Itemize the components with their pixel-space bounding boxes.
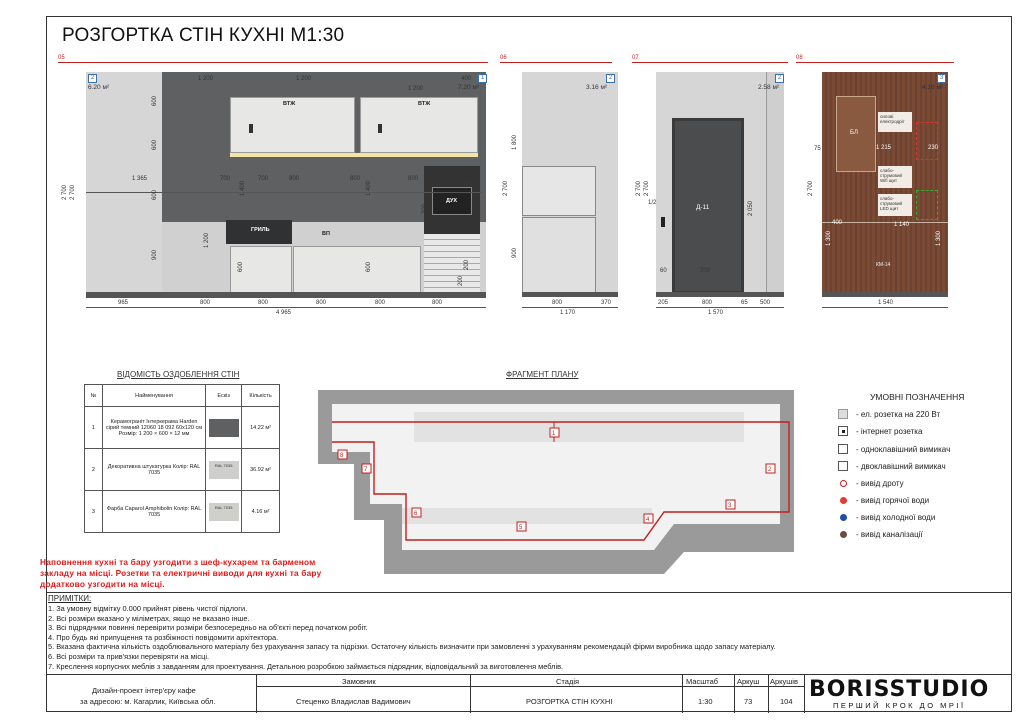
dim: 60 [660,268,667,274]
finish-table [84,384,280,533]
total-dim: 4 965 [276,310,292,316]
dim: 965 [118,300,129,306]
dim: 700 [700,268,711,274]
view-number: 06 [500,55,507,61]
dim: 1 800 [512,134,518,150]
legend-label: - інтернет розетка [856,426,923,436]
total-dim: 1 540 [878,300,894,306]
badge: 2 [775,74,784,83]
total-dim: 1 570 [708,310,724,316]
note: 6. Всі розміри та прив'язки перевіряти на місці. [48,651,210,661]
sheets-value: 104 [780,697,793,706]
single-switch-icon [838,444,848,454]
dim: 1 200 [408,86,424,92]
sheet-value: 73 [744,697,753,706]
hot-water-icon [838,495,848,505]
handle [661,217,665,227]
total-dim: 1 170 [560,310,576,316]
dim: 1 300 [936,230,942,246]
dim: 400 [461,76,472,82]
project-title: Дизайн-проект інтер'єру кафе [92,686,196,695]
dim: 200 [458,275,464,286]
customer-name: Стеценко Владислав Вадимович [296,697,411,706]
label-kmv: КМ-14 [876,262,891,268]
legend-item [838,510,935,524]
floor-line [656,292,784,297]
dim: 2 050 [748,200,754,216]
legend-label: - вивід дроту [856,478,904,488]
dim: 800 [408,176,419,182]
legend-label: - двоклавішний вимикач [856,461,946,471]
column [766,72,784,296]
marker-2-label: 2 [768,467,772,473]
marker-6-label: 6 [414,511,418,517]
plan-title: ФРАГМЕНТ ПЛАНУ [506,370,579,379]
door-label: Д-11 [696,204,710,211]
divider [46,592,1012,593]
double-switch-icon [838,461,848,471]
col-header: Найменування [102,385,205,407]
panel-zone [916,122,938,160]
finish-table-title: ВІДОМІСТЬ ОЗДОБЛЕННЯ СТІН [117,370,240,379]
cell-swatch [206,491,242,533]
dim: 800 [350,176,361,182]
dim: 1 400 [366,180,372,196]
marker-1-label: 1 [552,431,556,437]
legend-item [838,407,940,421]
dim: 800 [552,300,563,306]
cell-num: 1 [85,407,103,449]
sewer-icon [838,529,848,539]
dim: 1 140 [894,222,910,228]
badge: 3 [937,74,946,83]
marker-7-label: 7 [364,467,368,473]
dim: 900 [512,247,518,258]
label-vp: ВП [322,231,330,237]
legend-label: - ел. розетка на 220 Вт [856,409,941,419]
badge: 2 [606,74,615,83]
dim: 600 [152,95,158,106]
cell-qty: 4.16 м² [242,491,280,533]
fridge-upper [522,166,596,216]
socket-220-icon [838,409,848,419]
scale-header: Масштаб [686,677,719,686]
dim: 800 [375,300,386,306]
cell-swatch [206,449,242,491]
swatch-paint: RAL 7035 [209,503,239,521]
customer-header: Замовник [342,677,376,686]
height-dim: 2 700 [70,184,76,200]
area-right: 7.20 м² [458,84,480,91]
label-vtzh-1: ВТЖ [283,101,296,107]
legend-item [838,424,922,438]
project-address: за адресою: м. Кагарлик, Київська обл. [80,697,216,706]
handle [249,124,253,133]
note: 3. Всі підрядники повинні перевірити розміри безпосередньо на об'єкті перед початком робіт. [48,623,368,633]
marker-3-label: 3 [728,503,732,509]
marker-5-label: 5 [519,525,523,531]
wire-outlet-icon [838,478,848,488]
notes-list [48,604,776,671]
view-line [500,62,612,63]
cell-num: 3 [85,491,103,533]
dim: 600 [238,261,244,272]
panel-zone [916,190,938,220]
marker-8-label: 8 [340,453,344,459]
dim: 800 [432,300,443,306]
dim: 400 [466,176,477,182]
col-header: Кількість [242,385,280,407]
label-wifi: слабо-струмовий Wifi щит [878,166,912,188]
dim: 700 [258,176,269,182]
view-line [58,62,488,63]
legend-item [838,493,929,507]
table-row [85,407,280,449]
height-dim: 2 700 [62,184,68,200]
internet-socket-icon [838,426,848,436]
dim: 1/2 [648,200,657,206]
dim: 600 [152,189,158,200]
plan-counter [402,508,652,524]
dim: 600 [152,139,158,150]
dim: 500 [760,300,771,306]
legend-label: - вивід каналізації [856,529,923,539]
dim: 1 200 [198,76,214,82]
note: 7. Креслення корпусних меблів з завданням для проектування. Детальною розробкою займається підрядник, відповідальний за виготовлення меблів. [48,661,564,671]
handle [378,124,382,133]
floor-line [822,292,948,297]
label-grill: ГРИЛЬ [251,227,270,233]
dim: 800 [289,176,300,182]
fridge-lower [522,217,596,293]
dim: 1 200 [296,76,312,82]
dim-line [86,192,482,193]
swatch-tile [209,419,239,437]
cell-name: Декоративна штукатурка Колір: RAL 7035 [102,449,205,491]
dim: 75 [814,146,821,152]
dim: 800 [200,300,211,306]
legend-label: - вивід холодної води [856,512,936,522]
brand-slogan: ПЕРШИЙ КРОК ДО МРІЇ [833,701,966,710]
col-header: № [85,385,103,407]
cell-num: 2 [85,449,103,491]
stage-header: Стадія [556,677,580,686]
legend-label: - одноклавішний вимикач [856,444,951,454]
table-header-row [85,385,280,407]
dim: 800 [258,300,269,306]
note: 2. Всі розміри вказано у міліметрах, якщо не вказано інше. [48,613,250,623]
cell-name: Фарба Caparol Amphibolin Колір: RAL 7035 [102,491,205,533]
view-number: 05 [58,55,65,61]
swatch-plaster: RAL 7035 [209,461,239,479]
scale-value: 1:30 [698,697,713,706]
view-line [796,62,954,63]
marker-4-label: 4 [646,517,650,523]
plan-fragment [314,382,804,578]
label-bl: БЛ [850,130,858,136]
label-oven: ДУХ [446,198,458,204]
area-left: 6.20 м² [88,84,110,91]
legend-item [838,527,923,541]
note: 5. Вказана фактична кількість оздоблювального матеріалу без урахування запасу та підрізки. Остаточну кількість визначити при замовленні з урахуванням рекомендацій фірми виробника щодо запасу матеріалу. [48,642,776,652]
dim: 1 215 [876,145,892,151]
dim: 700 [220,176,231,182]
table-row [85,491,280,533]
height-dim: 2 700 [808,180,814,196]
legend-item [838,476,904,490]
badge: 1 [478,74,487,83]
brand-logo [805,677,1010,711]
dim: 700 [422,203,428,214]
area: 4.16 м² [922,84,944,91]
stage-value: РОЗГОРТКА СТІН КУХНІ [526,697,613,706]
label-power: силові електродріт [878,112,912,132]
dim: 600 [366,261,372,272]
height-dim: 2 700 [644,180,650,196]
dim: 65 [741,300,748,306]
legend-item [838,459,946,473]
view-number: 07 [632,55,639,61]
sheets-header: Аркушів [770,677,798,686]
dim: 205 [658,300,669,306]
area: 3.16 м² [586,84,608,91]
dim: 900 [152,249,158,260]
dim: 400 [832,220,843,226]
label-led: слабо-струмовий LED щит [878,194,912,216]
dim: 1 200 [204,232,210,248]
dim: 1 365 [132,176,148,182]
dim: 200 [464,259,470,270]
dim: 1 300 [826,230,832,246]
dim-line [656,307,784,308]
dim: 1 400 [240,180,246,196]
cold-water-icon [838,512,848,522]
dim: 370 [601,300,612,306]
view-number: 08 [796,55,803,61]
led-strip [230,153,478,157]
plan-counter [414,412,744,442]
floor-line [522,292,618,297]
floor-line [86,292,486,298]
warning-text: Наповнення кухні та бару узгодити з шеф-кухарем та барменом закладу на місці. Розетки та електричні виводи для кухні та бару додатково узгодити на місці. [40,557,322,589]
legend-title: УМОВНІ ПОЗНАЧЕННЯ [870,392,965,402]
cell-qty: 36.92 м² [242,449,280,491]
legend-item [838,442,950,456]
area: 2.58 м² [758,84,780,91]
label-vtzh-2: ВТЖ [418,101,431,107]
dim: 230 [928,145,939,151]
note: 1. За умовну відмітку 0.000 прийнят рівень чистої підлоги. [48,604,248,613]
height-dim: 2 700 [503,180,509,196]
badge: 2 [88,74,97,83]
height-dim: 2 700 [636,180,642,196]
drawers [424,234,480,296]
sheet-header: Аркуш [737,677,760,686]
cell-swatch [206,407,242,449]
note: 4. Про будь які припущення та розбіжності повідомити архітектора. [48,632,279,642]
dim: 800 [316,300,327,306]
dim-line [86,307,486,308]
col-header: Ескіз [206,385,242,407]
dim: 800 [702,300,713,306]
cell-name: Керамограніт Інтеркерама Harden сірий темний 12060 18 092 60х120 см Розмір: 1 200 × 600 × 12 мм [102,407,205,449]
legend-label: - вивід горячої води [856,495,930,505]
dim-line [522,307,618,308]
view-line [632,62,788,63]
notes-heading: ПРИМІТКИ: [48,594,92,603]
page-title: РОЗГОРТКА СТІН КУХНІ М1:30 [62,25,345,46]
table-row [85,449,280,491]
lower-cabinet [293,246,421,296]
brand-name: BORISSTUDIO [809,677,990,702]
dim-line [822,307,948,308]
cell-qty: 14.22 м² [242,407,280,449]
